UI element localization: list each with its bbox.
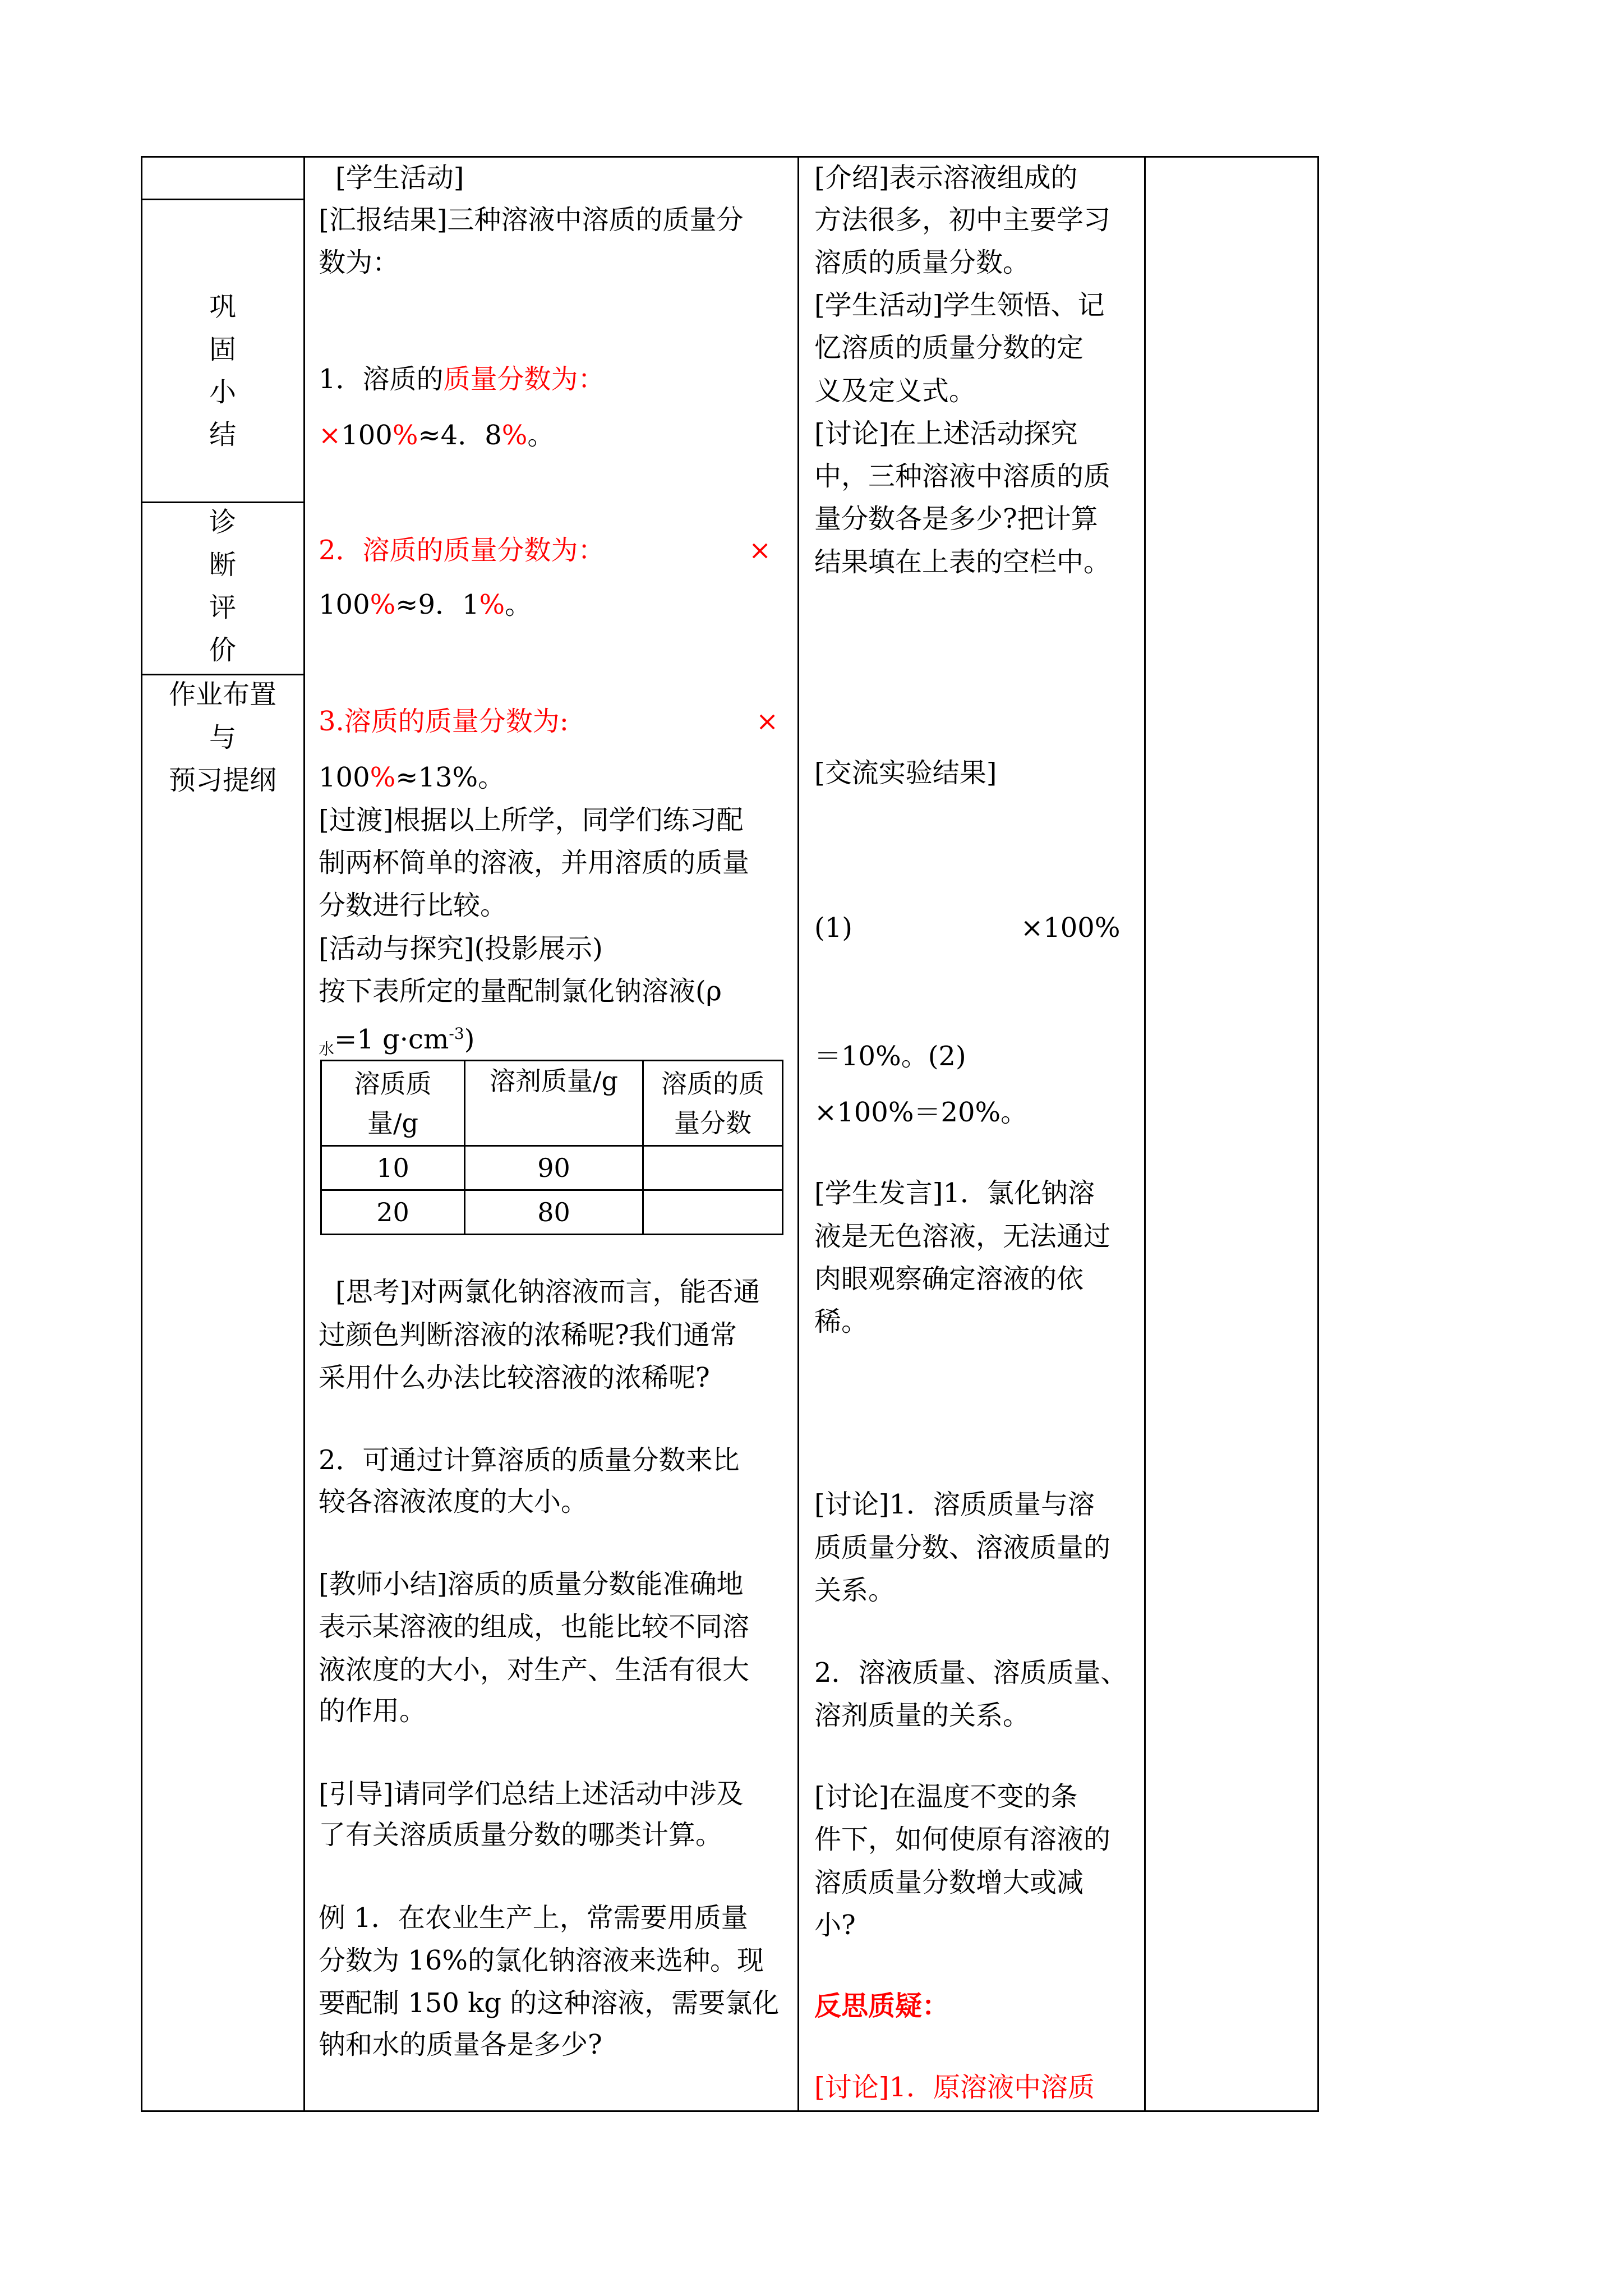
text-line [814,1174,1095,1213]
text-segment: 100 [319,762,370,793]
label-line: 与 [209,722,236,753]
text-segment: [引导]请同学们总结上述活动中涉及 [319,1778,744,1810]
text-segment: 100 [341,420,393,451]
text-line [319,585,532,624]
text-segment: % [501,420,528,451]
text-line [319,1441,740,1480]
text-segment: 液是无色溶液，无法通过 [814,1221,1111,1252]
text-segment: 溶剂质量的关系。 [814,1700,1030,1731]
text-line [319,758,505,797]
text-segment: [活动与探究](投影展示) [319,933,603,964]
table-row [321,1146,783,1190]
text-line [814,2068,1095,2107]
text-segment: ×100%＝20%。 [814,1097,1028,1128]
text-line [814,457,1110,496]
label-char: 价 [209,634,236,666]
text-line [814,1863,1083,1902]
text-segment: % [392,420,418,451]
text-segment: 件下，如何使原有溶液的 [814,1824,1111,1855]
text-segment: 义及定义式。 [814,375,976,407]
text-segment: 质质量分数、溶液质量的 [814,1532,1111,1563]
table-border-bottom [141,2110,1319,2112]
text-segment: 例 1．在农业生产上，常需要用质量 [319,1902,748,1934]
multiply-sign: × [749,535,772,566]
text-line [319,886,507,925]
table-border-right [1317,156,1319,2112]
text-line [335,1272,760,1312]
text-segment: 3.溶质的质量分数为: [319,706,569,737]
text-segment: 钠和水的质量各是多少? [319,2029,602,2060]
label-line: 预习提纲 [168,765,276,796]
text-line [814,1820,1110,1859]
text-line [319,1941,764,1980]
text-line [319,531,605,570]
text-line [814,1986,949,2026]
text-line [814,1653,1128,1692]
text-segment: [讨论]在上述活动探究 [814,418,1078,449]
text-segment: ＝10%。(2) [814,1041,966,1072]
text-line [319,360,605,399]
text-line [335,158,464,197]
text-segment: 溶质质量分数增大或减 [814,1867,1084,1898]
text-segment: [讨论]1．溶质质量与溶 [814,1489,1095,1520]
text-segment: 分数进行比较。 [319,890,508,921]
text-segment: 过颜色判断溶液的浓稀呢?我们通常 [319,1319,737,1351]
text-line [319,843,749,882]
text-segment: [过渡]根据以上所学，同学们练习配 [319,804,744,836]
text-segment: % [370,589,396,620]
text-segment: ≈9．1 [395,589,479,620]
table-cell [643,1190,783,1235]
text-line [814,1037,966,1076]
label-char: 诊 [209,507,236,538]
header-cell: 溶质的质量分数 [643,1061,783,1146]
text-line [814,1485,1095,1524]
text-line [319,1482,588,1521]
text-segment: ≈4．8 [418,420,502,451]
text-line [814,1571,895,1610]
text-segment: [思考]对两氯化钠溶液而言，能否通 [335,1276,760,1308]
text-line [814,499,1098,539]
text-line [319,200,743,240]
label-line: 作业布置 [168,679,276,710]
multiply-sign: × [756,706,779,737]
label-char: 评 [209,592,236,623]
text-segment: 忆溶质的质量分数的定 [814,332,1084,364]
text-line [319,1774,743,1814]
text-line [814,200,1110,240]
row-divider [141,199,304,200]
table-border-top [141,156,1319,158]
text-segment: 。 [505,589,532,620]
text-segment: -3 [449,1024,464,1043]
text-line [814,1528,1110,1567]
text-line [814,753,997,793]
text-segment: % [479,589,505,620]
text-line [319,1607,749,1646]
column-divider [797,156,799,2112]
text-segment: [介绍]表示溶液组成的 [814,162,1078,194]
text-line [814,158,1077,197]
text-segment: 2．溶液质量、溶质质量、 [814,1657,1128,1688]
text-segment: [学生活动] [335,162,464,194]
text-segment: [汇报结果]三种溶液中溶质的质量分 [319,204,744,236]
text-line [814,243,1030,282]
text-line [319,243,399,282]
text-segment: 质量分数为： [443,364,605,395]
text-segment: 按下表所定的量配制氯化钠溶液(ρ [319,976,722,1007]
table-cell: 20 [321,1190,465,1235]
text-line [814,371,976,411]
text-line [319,929,603,968]
text-segment: ) [464,1024,475,1055]
text-segment: 溶质的质量分数。 [814,247,1030,278]
text-line [814,328,1083,367]
table-cell: 10 [321,1146,465,1190]
text-segment: 较各溶液浓度的大小。 [319,1486,588,1517]
text-segment: 分数为 16%的氯化钠溶液来选种。现 [319,1945,764,1976]
text-segment: 水 [319,1039,335,1059]
label-char: 巩 [209,291,236,323]
text-segment: 制两杯简单的溶液，并用溶质的质量 [319,847,750,878]
text-segment: =1 g·cm [334,1024,449,1055]
text-line [319,972,722,1011]
table-cell: 90 [465,1146,643,1190]
text-segment: 结果填在上表的空栏中。 [814,546,1111,578]
table-header-row [321,1061,783,1146]
text-segment: 液浓度的大小，对生产、生活有很大 [319,1654,750,1686]
text-segment: 方法很多，初中主要学习 [814,204,1111,236]
text-line [319,1565,743,1604]
text-segment: 采用什么办法比较溶液的浓稀呢? [319,1362,710,1393]
text-line [814,1217,1110,1256]
text-segment: 稀。 [814,1306,869,1337]
text-segment: [教师小结]溶质的质量分数能准确地 [319,1568,744,1600]
text-segment: 反思质疑： [814,1990,949,2022]
text-line [814,414,1077,453]
text-segment: 数为： [319,247,400,278]
text-line [814,1906,856,1945]
text-line [319,1815,722,1855]
text-segment: 关系。 [814,1575,896,1606]
text-segment: 量分数各是多少?把计算 [814,503,1098,535]
text-segment: 2．溶质的质量分数为： [319,535,605,566]
table-row [321,1190,783,1235]
text-line [319,2025,602,2064]
text-segment: (1) [814,912,852,944]
text-segment: 2．可通过计算溶质的质量分数来比 [319,1444,740,1476]
table-cell [643,1146,783,1190]
text-line [814,1696,1030,1735]
text-segment: × [319,420,342,451]
text-segment: [交流实验结果] [814,757,997,789]
text-line [814,908,852,947]
text-line [319,702,569,741]
text-line [814,1777,1077,1816]
column-divider [1144,156,1146,2112]
text-line [319,1650,749,1690]
text-line [814,1259,1083,1299]
text-line [319,1358,710,1397]
text-segment: 要配制 150 kg 的这种溶液，需要氯化 [319,1987,780,2019]
text-line [814,1302,868,1341]
text-segment: [学生活动]学生领悟、记 [814,289,1105,321]
text-line [319,1984,779,2023]
header-cell: 溶质质量/g [321,1061,465,1146]
text-segment: 1．溶质的 [319,364,444,395]
label-char: 结 [209,419,236,450]
text-line [319,1898,748,1938]
text-segment: 100 [319,589,370,620]
label-char: 小 [209,376,236,408]
formula-fragment: ×100% [1021,912,1121,944]
text-segment: [讨论]1．原溶液中溶质 [814,2072,1095,2103]
text-line [319,1315,737,1355]
label-char: 断 [209,549,236,581]
text-line [319,800,743,840]
text-segment: 肉眼观察确定溶液的依 [814,1263,1084,1295]
text-segment: 表示某溶液的组成，也能比较不同溶 [319,1611,750,1642]
text-segment: 小? [814,1910,856,1941]
text-segment: [讨论]在温度不变的条 [814,1781,1078,1812]
text-segment: [学生发言]1．氯化钠溶 [814,1177,1095,1209]
solution-table [320,1060,783,1235]
text-line [814,1093,1027,1132]
text-segment: % [370,762,396,793]
text-segment: 。 [527,420,555,451]
text-line [319,1691,426,1731]
text-segment: 的作用。 [319,1695,427,1727]
text-segment: ≈13%。 [395,762,505,793]
table-cell: 80 [465,1190,643,1235]
text-line [319,416,554,455]
text-segment: 了有关溶质质量分数的哪类计算。 [319,1819,723,1851]
header-cell: 溶剂质量/g [465,1061,643,1146]
text-segment: 中，三种溶液中溶质的质 [814,461,1111,492]
text-line [814,542,1110,582]
label-char: 固 [209,334,236,365]
text-line [814,286,1104,325]
